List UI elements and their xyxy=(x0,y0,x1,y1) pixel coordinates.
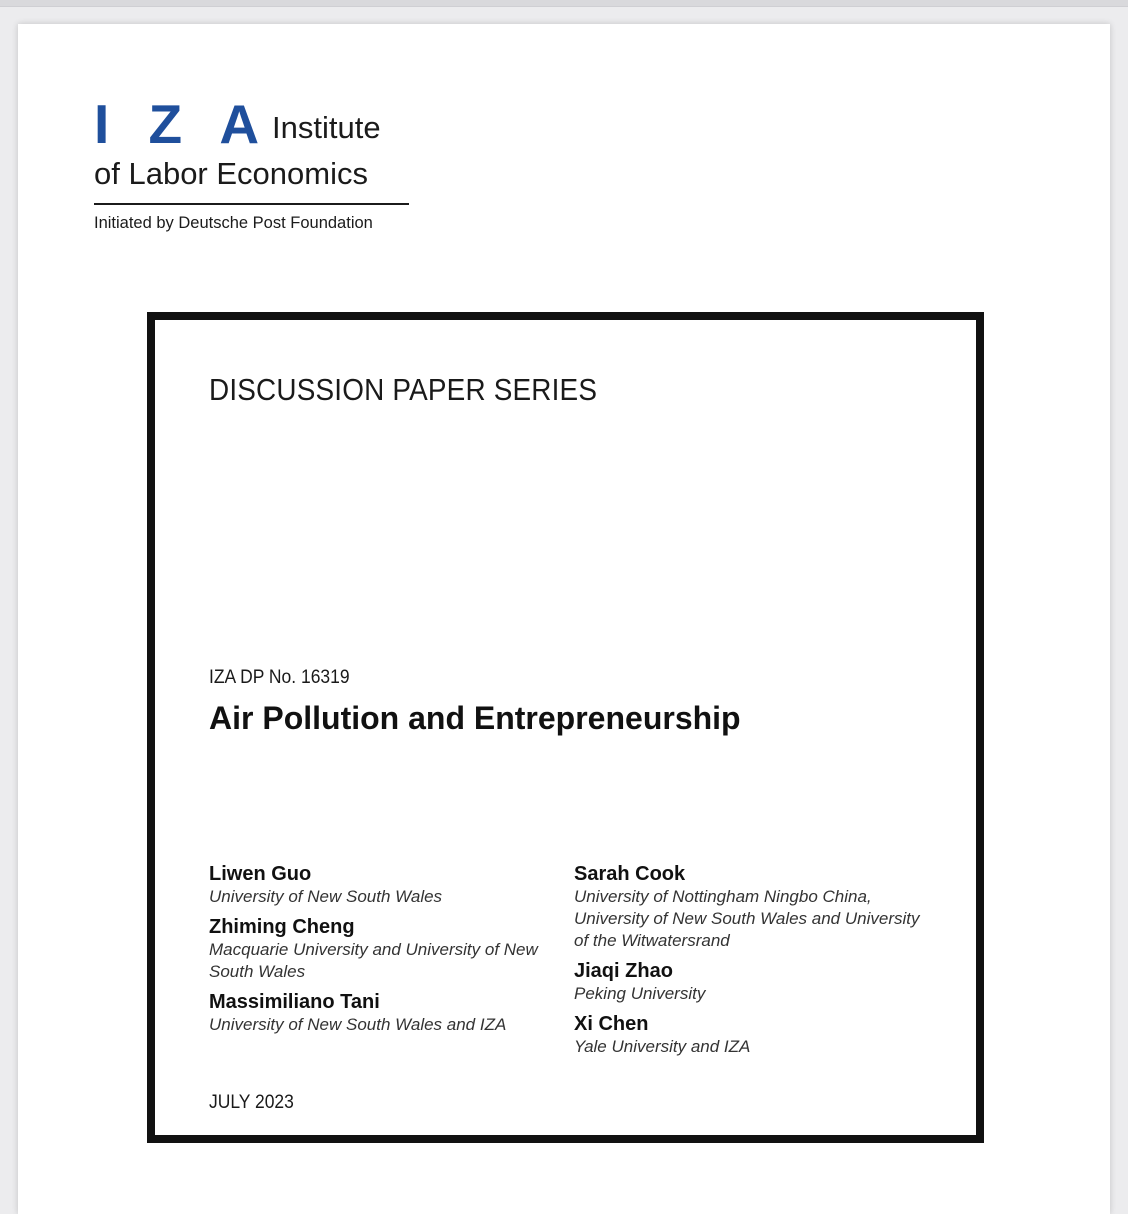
author-name: Sarah Cook xyxy=(574,863,686,885)
logo-line2: of Labor Economics xyxy=(94,156,368,191)
author-name: Liwen Guo xyxy=(209,863,312,885)
author-affiliation: University of New South Wales and IZA xyxy=(209,1015,507,1034)
author-block xyxy=(574,1013,924,1058)
paper-number: IZA DP No. 16319 xyxy=(209,667,350,688)
author-block xyxy=(209,863,559,908)
publication-date: JULY 2023 xyxy=(209,1092,294,1113)
iza-logo xyxy=(94,94,414,244)
author-affiliation: Peking University xyxy=(574,984,706,1003)
author-affiliation: University of New South Wales xyxy=(209,887,443,906)
author-block xyxy=(209,991,559,1036)
author-name: Zhiming Cheng xyxy=(209,916,355,938)
author-affiliation: Macquarie University and University of New South Wales xyxy=(209,940,538,981)
logo-tagline: Initiated by Deutsche Post Foundation xyxy=(94,214,373,232)
logo-letters: I Z A xyxy=(94,93,272,155)
logo-rule xyxy=(94,203,409,205)
author-name: Xi Chen xyxy=(574,1013,649,1035)
authors-right-column xyxy=(574,863,924,1066)
author-block xyxy=(574,863,924,952)
author-block xyxy=(574,960,924,1005)
author-affiliation: Yale University and IZA xyxy=(574,1037,751,1056)
author-name: Massimiliano Tani xyxy=(209,991,380,1013)
authors-left-column xyxy=(209,863,559,1044)
document-page xyxy=(18,24,1110,1214)
logo-institute: Institute xyxy=(272,110,381,145)
cover-frame xyxy=(147,312,984,1143)
series-title: DISCUSSION PAPER SERIES xyxy=(209,372,598,407)
paper-title: Air Pollution and Entrepreneurship xyxy=(209,700,741,736)
author-block xyxy=(209,916,559,983)
author-affiliation: University of Nottingham Ningbo China, University of New South Wales and University of the Witwatersrand xyxy=(574,887,920,950)
author-name: Jiaqi Zhao xyxy=(574,960,673,982)
viewer-top-strip xyxy=(0,0,1128,7)
